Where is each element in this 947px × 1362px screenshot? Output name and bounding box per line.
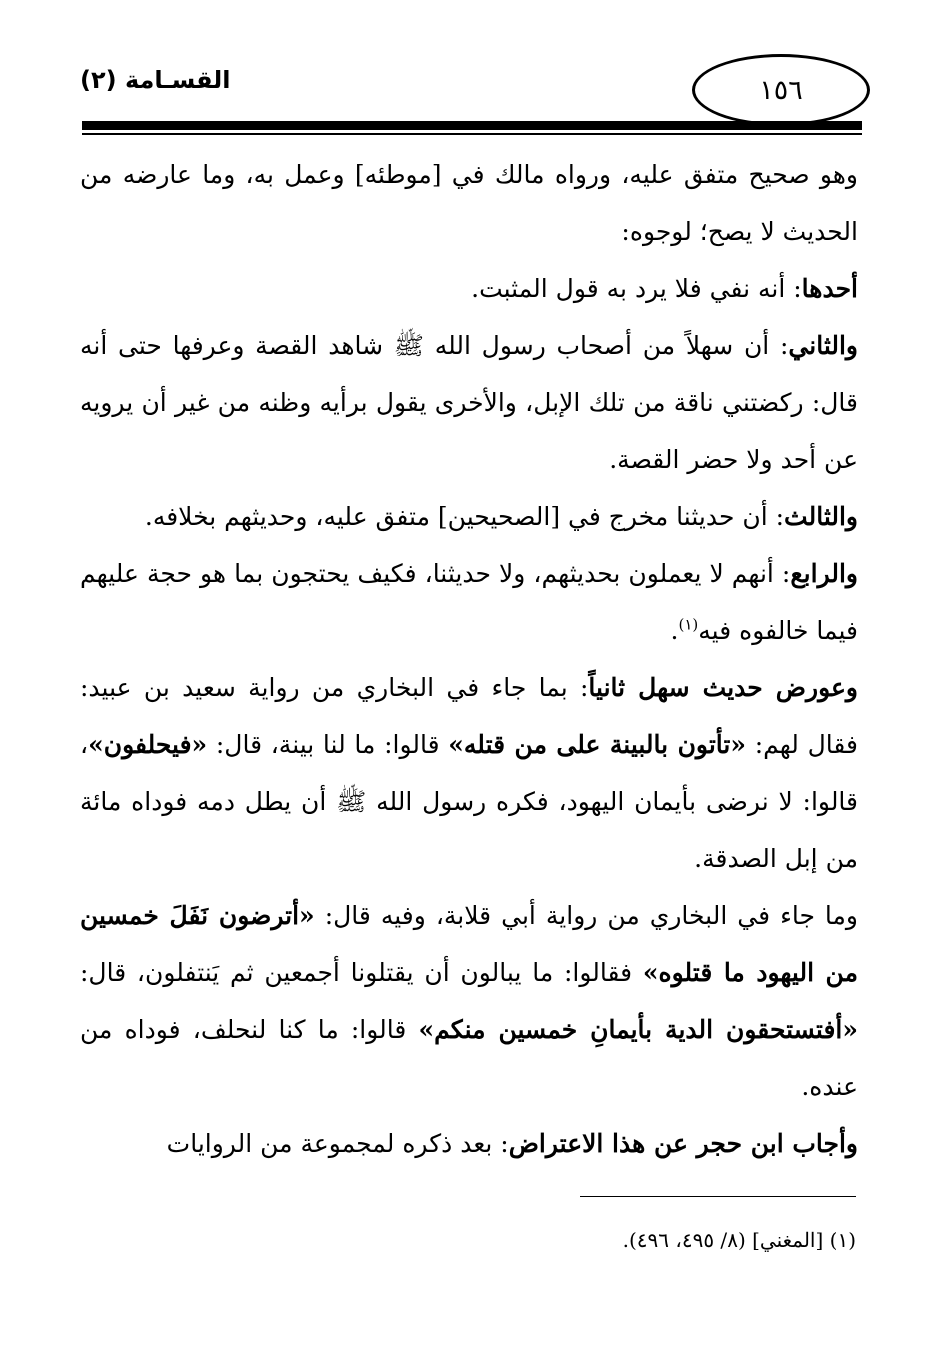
paragraph-lead: والثاني <box>788 331 858 360</box>
paragraph-text: : أن سهلاً من أصحاب رسول الله ﷺ شاهد القصة وعرفها حتى أنه قال: ركضتني ناقة من تلك الإبل، والأخرى يقول برأيه وظنه من غير أن يرويه عن أحد ولا حضر القصة. <box>80 331 858 474</box>
header-rule-thick <box>82 121 862 130</box>
paragraph-3 <box>80 317 858 488</box>
paragraph-5 <box>80 545 858 659</box>
running-title: (٢) القسـامة <box>80 66 231 94</box>
paragraph-text: وهو صحيح متفق عليه، ورواه مالك في [موطئه] وعمل به، وما عارضه من الحديث لا يصح؛ لوجوه: <box>80 160 858 246</box>
paragraph-8 <box>80 1115 858 1172</box>
footnote-separator <box>580 1196 856 1197</box>
paragraph-lead: والرابع <box>790 559 858 588</box>
paragraph-2 <box>80 260 858 317</box>
paragraph-text: فقالوا: ما يبالون أن يقتلونا أجمعين ثم يَنتفلون، قال: <box>80 958 643 987</box>
paragraph-text: : بعد ذكره لمجموعة من الروايات <box>166 1129 509 1158</box>
paragraph-text: قالوا: ما كنا لنحلف، فوداه من عنده. <box>80 1015 858 1101</box>
paragraph-7 <box>80 887 858 1115</box>
footnote-marker: (١) <box>678 615 699 634</box>
paragraph-text: قالوا: ما لنا بينة، قال: <box>207 730 449 759</box>
paragraph-text: : أن حديثنا مخرج في [الصحيحين] متفق عليه، وحديثهم بخلافه. <box>144 502 785 531</box>
paragraph-lead: أحدها <box>801 274 858 303</box>
paragraph-text: : بما جاء في البخاري من رواية سعيد بن عبيد: فقال لهم: <box>80 673 858 759</box>
paragraph-text: وما جاء في البخاري من رواية أبي قلابة، وفيه قال: <box>314 901 858 930</box>
paragraph-text: ، قالوا: لا نرضى بأيمان اليهود، فكره رسول الله ﷺ أن يطل دمه فوداه مائة من إبل الصدقة. <box>80 730 858 873</box>
quote-bold: «أفتستحقون الدية بأيمانِ خمسين منكم» <box>418 1015 858 1044</box>
paragraph-lead: والثالث <box>784 502 858 531</box>
paragraph-text: : أنهم لا يعملون بحديثهم، ولا حديثنا، فكيف يحتجون بما هو حجة عليهم فيما خالفوه فيه <box>80 559 858 645</box>
paragraph-lead: وأجاب ابن حجر عن هذا الاعتراض <box>508 1129 858 1158</box>
paragraph-6 <box>80 659 858 887</box>
quote-bold: «تأتون بالبينة على من قتله» <box>448 730 747 759</box>
paragraph-text: : أنه نفي فلا يرد به قول المثبت. <box>471 274 802 303</box>
page-header <box>80 40 870 130</box>
paragraph-1 <box>80 146 858 260</box>
body-text <box>80 146 858 1172</box>
page-number: ١٥٦ <box>692 54 870 126</box>
paragraph-tail: . <box>670 616 679 645</box>
quote-bold: «أترضون نَفَلَ خمسين من اليهود ما قتلوه» <box>80 901 858 987</box>
footnote: (١) [المغني] (٨/ ٤٩٥، ٤٩٦). <box>622 1228 856 1252</box>
paragraph-4 <box>80 488 858 545</box>
header-rule-thin <box>82 133 862 135</box>
paragraph-lead: وعورض حديث سهل ثانياً <box>588 673 858 702</box>
quote-bold: «فيحلفون» <box>88 730 208 759</box>
